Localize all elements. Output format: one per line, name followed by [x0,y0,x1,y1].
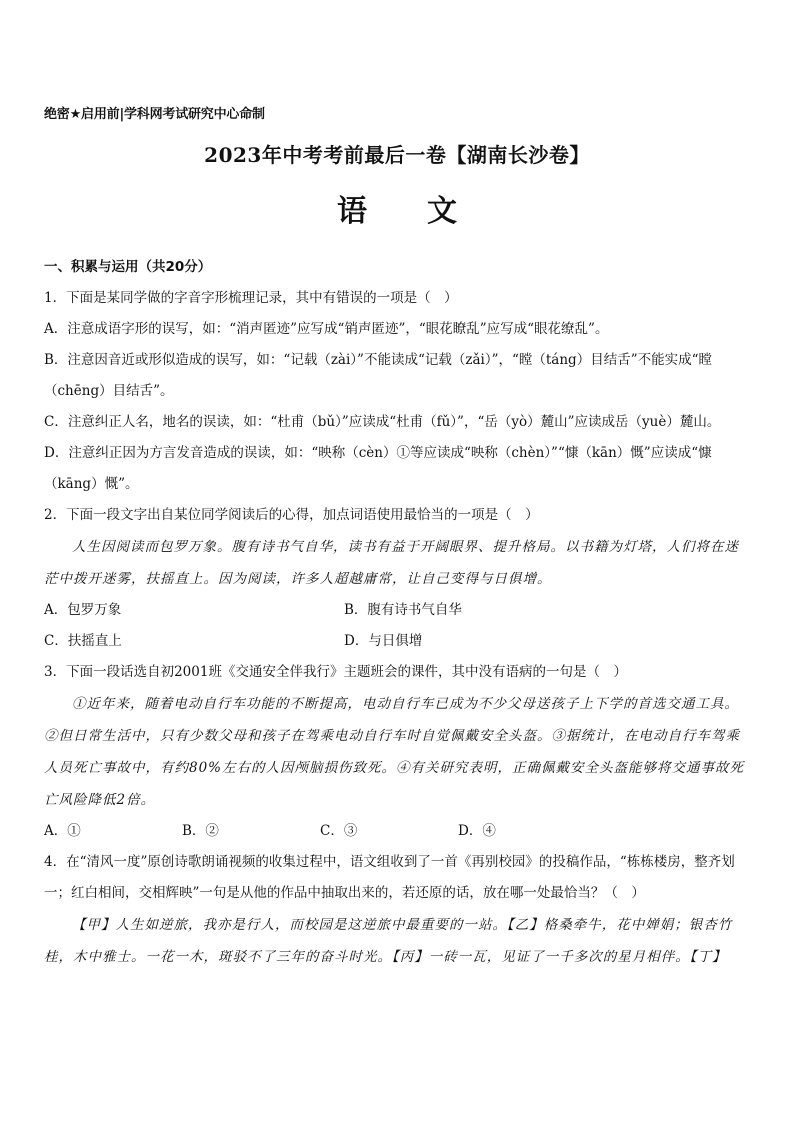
question-3-option-b: B．② [182,823,219,839]
question-3-options [44,816,752,847]
question-1-option-b: B．注意因音近或形似造成的误写，如：“记载（zài）”不能读成“记载（zǎi）”，“瞠（táng）目结舌”不能实成“瞠（chēng）目结舌”。 [44,352,712,399]
question-2-option-d: D．与日俱增 [344,633,423,649]
question-2-option-b: B．腹有诗书气自华 [344,602,462,618]
question-1-stem: 1．下面是某同学做的字音字形梳理记录，其中有错误的一项是（ ） [44,290,458,306]
question-1-option-a: A．注意成语字形的误写，如：“消声匿迹”应写成“销声匿迹”，“眼花瞭乱”应写成“眼花缭乱”。 [44,321,609,337]
question-2-options-row1 [44,595,752,626]
question-3-option-a: A．① [44,823,81,839]
question-3-passage: ①近年来，随着电动自行车功能的不断提高，电动自行车已成为不少父母送孩子上下学的首选交通工具。②但日常生活中，只有少数父母和孩子在驾乘电动自行车时自觉佩戴安全头盔。③据统计，在电动自行车驾乘人员死亡事故中，有约80%左右的人因颅脑损伤致死。④有关研究表明，正确佩戴安全头盔能够将交通事故死亡风险降低2倍。 [44,696,745,808]
question-2-option-a: A．包罗万象 [44,602,122,618]
question-2-option-c: C．扶摇直上 [44,633,122,649]
question-1-option-c: C．注意纠正人名，地名的误读，如：“杜甫（bǔ）”应读成“杜甫（fǔ）”，“岳（yò）麓山”应读成岳（yuè）麓山。 [44,414,721,430]
question-3-stem: 3．下面一段话选自初2001班《交通安全伴我行》主题班会的课件，其中没有语病的一句是（ ） [44,664,627,680]
question-3-option-c: C．③ [320,823,358,839]
exam-title: 2023年中考考前最后一卷【湖南长沙卷】 [204,143,590,167]
question-2-passage: 人生因阅读而包罗万象。腹有诗书气自华，读书有益于开阔眼界、提升格局。以书籍为灯塔，人们将在迷茫中拨开迷雾，扶摇直上。因为阅读，许多人超越庸常，让自己变得与日俱增。 [44,539,739,587]
question-4-stem: 4．在“清风一度”原创诗歌朗诵视频的收集过程中，语文组收到了一首《再别校园》的投稿作品，“栋栋楼房，整齐划一；红白相间，交相辉映”一句是从他的作品中抽取出来的，若还原的话，放在哪一处最恰当？（ ） [44,854,735,901]
subject-title: 语 文 [337,194,457,229]
section-title: 一、积累与运用（共20分） [44,259,212,275]
question-4-passage: 【甲】人生如逆旅，我亦是行人，而校园是这逆旅中最重要的一站。【乙】格桑牵牛，花中婵娟；银杏竹桂，木中雅士。一花一木，斑驳不了三年的奋斗时光。【丙】一砖一瓦，见证了一千多次的星月相伴。【丁】 [44,917,733,965]
question-1-option-d: D．注意纠正因为方言发音造成的误读，如：“映称（cèn）①等应读成“映称（chèn）”“慷（kān）慨”应读成“慷（kāng）慨”。 [44,445,712,492]
question-2-stem: 2．下面一段文字出自某位同学阅读后的心得，加点词语使用最恰当的一项是（ ） [44,507,539,523]
question-2-options-row2 [44,626,752,657]
question-3-option-d: D．④ [458,823,496,839]
confidential-header: 绝密★启用前|学科网考试研究中心命制 [44,107,265,122]
exam-content [44,252,752,973]
